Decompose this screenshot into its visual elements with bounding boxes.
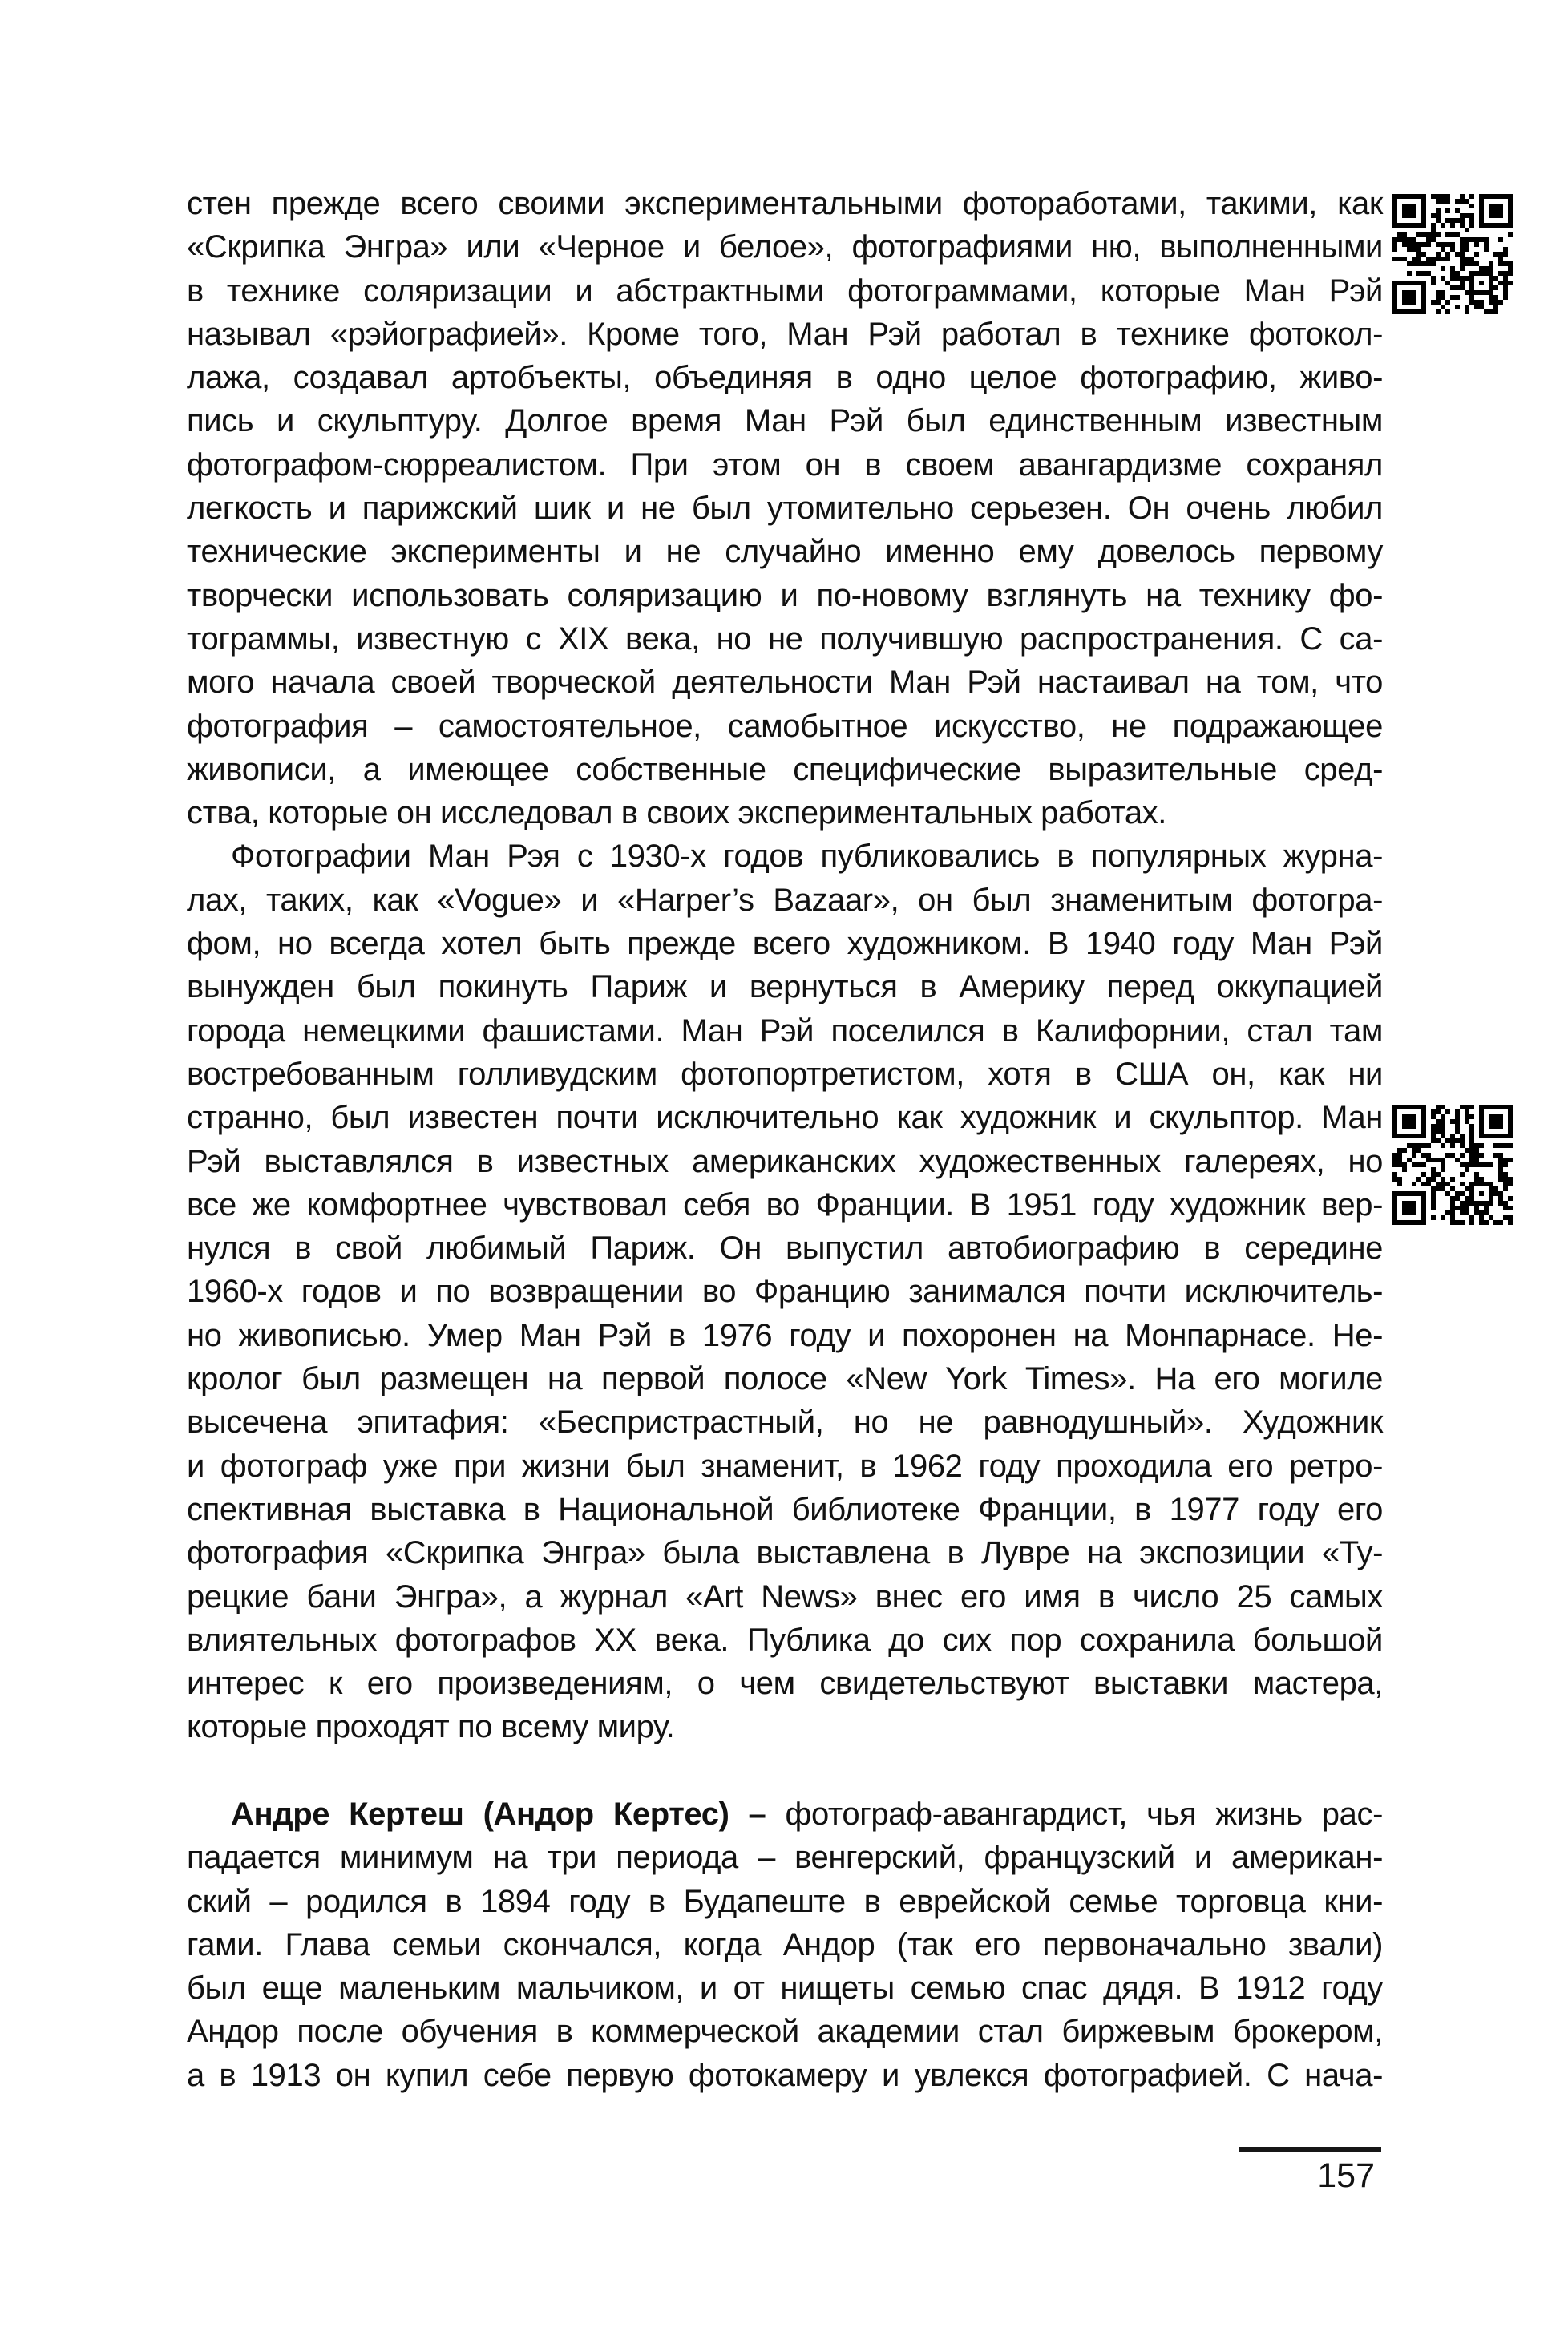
paragraph-man-ray-career	[187, 835, 1383, 1748]
text-line: пись и скульптуру. Долгое время Ман Рэй был единственным известным	[187, 403, 1383, 439]
text-line: легкость и парижский шик и не был утомительно серьезен. Он очень любил	[187, 491, 1383, 527]
text-line: лах, таких, как «Vogue» и «Harper’s Bazaar», он был знаменитым фотогра-	[187, 882, 1383, 918]
text-line: Фотографии Ман Рэя с 1930-х годов публиковались в популярных журна-	[231, 839, 1383, 875]
text-line: все же комфортнее чувствовал себя во Франции. В 1951 году художник вер-	[187, 1186, 1383, 1223]
footer-rule	[1239, 2147, 1381, 2152]
text-line: которые проходят по всему миру.	[187, 1709, 675, 1745]
text-line: технические эксперименты и не случайно именно ему довелось первому	[187, 534, 1383, 570]
text-line: нулся в свой любимый Париж. Он выпустил автобиографию в середине	[187, 1231, 1383, 1267]
text-line: падается минимум на три периода – венгерский, французский и американ-	[187, 1840, 1383, 1876]
text-line: лажа, создавал артобъекты, объединяя в одно целое фотографию, живо-	[187, 360, 1383, 396]
text-line: творчески использовать соляризацию и по-новому взглянуть на технику фо-	[187, 577, 1383, 613]
text-line: стен прежде всего своими экспериментальными фотоработами, такими, как	[187, 186, 1383, 221]
text-line: «Скрипка Энгра» или «Черное и белое», фотографиями ню, выполненными	[187, 229, 1383, 265]
text-line: фотография – самостоятельное, самобытное искусство, не подражающее	[187, 708, 1383, 744]
text-line: рецкие бани Энгра», а журнал «Art News» внес его имя в число 25 самых	[187, 1578, 1383, 1615]
text-line: спективная выставка в Национальной библиотеке Франции, в 1977 году его	[187, 1491, 1383, 1527]
qr-code-icon	[1392, 194, 1513, 314]
text-line: ский – родился в 1894 году в Будапеште в еврейской семье торговца кни-	[187, 1883, 1383, 1919]
text-line: фом, но всегда хотел быть прежде всего художником. В 1940 году Ман Рэй	[187, 926, 1383, 962]
text-line: 1960-х годов и по возвращении во Францию занимался почти исключитель-	[187, 1274, 1383, 1310]
text-line: востребованным голливудским фотопортретистом, хотя в США он, как ни	[187, 1056, 1383, 1092]
text-line: странно, был известен почти исключительно как художник и скульптор. Ман	[187, 1100, 1383, 1136]
body-text	[187, 182, 1383, 2097]
text-line: и фотограф уже при жизни был знаменит, в 1962 году проходила его ретро-	[187, 1448, 1383, 1484]
qr-code-icon	[1392, 1105, 1513, 1225]
text-line: Рэй выставлялся в известных американских художественных галереях, но	[187, 1143, 1383, 1179]
text-line: города немецкими фашистами. Ман Рэй поселился в Калифорнии, стал там	[187, 1012, 1383, 1049]
text-line: а в 1913 он купил себе первую фотокамеру и увлекся фотографией. С нача-	[187, 2057, 1383, 2093]
page-number: 157	[1317, 2156, 1375, 2195]
text-line: но живописью. Умер Ман Рэй в 1976 году и похоронен на Монпарнасе. Не-	[187, 1317, 1383, 1353]
text-line: живописи, а имеющее собственные специфические выразительные сред-	[187, 751, 1383, 787]
text-line: был еще маленьким мальчиком, и от нищеты семью спас дядя. В 1912 году	[187, 1970, 1383, 2007]
text-line: называл «рэйографией». Кроме того, Ман Рэй работал в технике фотокол-	[187, 316, 1383, 352]
text-line: кролог был размещен на первой полосе «New York Times». На его могиле	[187, 1361, 1383, 1397]
text-line: вынужден был покинуть Париж и вернуться в Америку перед оккупацией	[187, 969, 1383, 1005]
text-line: фотографом-сюрреалистом. При этом он в своем авангардизме сохранял	[187, 447, 1383, 483]
text-line: гами. Глава семьи скончался, когда Андор (так его первоначально звали)	[187, 1926, 1383, 1962]
text-line: в технике соляризации и абстрактными фотограммами, которые Ман Рэй	[187, 273, 1383, 309]
paragraph-kertesz	[187, 1792, 1383, 2097]
text-line: Андор после обучения в коммерческой академии стал биржевым брокером,	[187, 2014, 1383, 2050]
text-line: интерес к его произведениям, о чем свидетельствуют выставки мастера,	[187, 1666, 1383, 1702]
text-line: тограммы, известную с XIX века, но не получившую распространения. С са-	[187, 620, 1383, 657]
text-line: фотография «Скрипка Энгра» была выставлена в Лувре на экспозиции «Ту-	[187, 1535, 1383, 1571]
text-line: высечена эпитафия: «Беспристрастный, но не равнодушный». Художник	[187, 1404, 1383, 1441]
text-line: ства, которые он исследовал в своих экспериментальных работах.	[187, 795, 1166, 831]
paragraph-man-ray-overview	[187, 182, 1383, 835]
text-line: влиятельных фотографов XX века. Публика до сих пор сохранила большой	[187, 1622, 1383, 1658]
text-line: мого начала своей творческой деятельности Ман Рэй настаивал на том, что	[187, 665, 1383, 701]
text-line: Андре Кертеш (Андор Кертес) – фотограф-авангардист, чья жизнь рас-	[231, 1796, 1383, 1832]
